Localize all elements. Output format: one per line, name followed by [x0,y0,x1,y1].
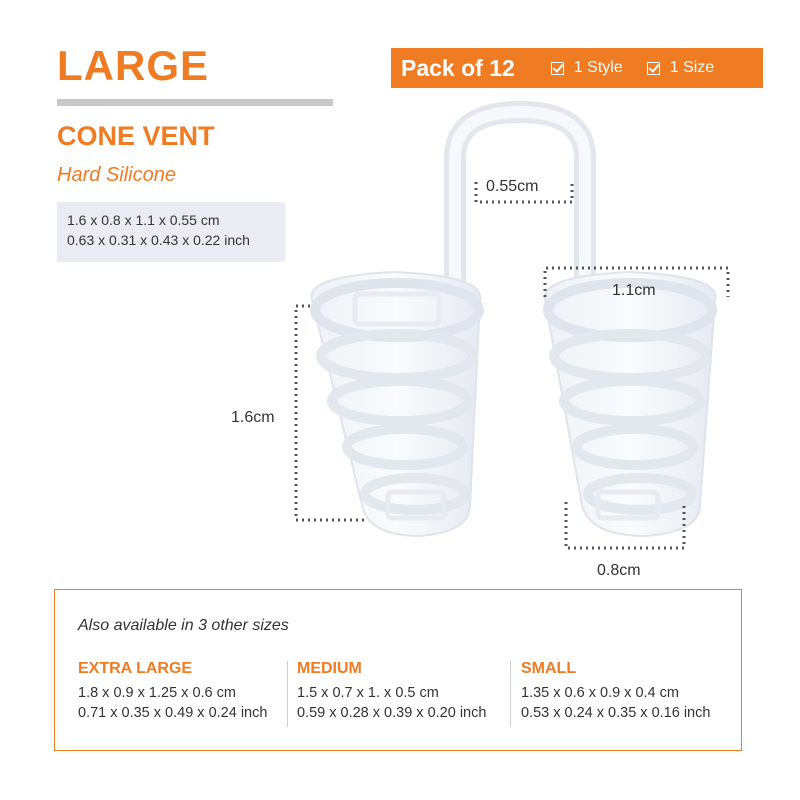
column-divider [510,661,511,727]
size-name: EXTRA LARGE [78,660,193,677]
size-title: LARGE [57,42,209,89]
product-name: CONE VENT [57,121,215,151]
size-medium [297,660,486,723]
size-cm: 1.8 x 0.9 x 1.25 x 0.6 cm [78,685,236,701]
pack-label: Pack of 12 [401,54,515,81]
size-cm: 1.5 x 0.7 x 1. x 0.5 cm [297,685,439,701]
size-name: SMALL [521,660,577,677]
size-inch: 0.59 x 0.28 x 0.39 x 0.20 inch [297,705,487,721]
product-material: Hard Silicone [57,164,176,186]
height-measure-label: 1.6cm [231,409,275,426]
bridge-measure-label: 0.55cm [486,178,539,195]
column-divider [287,661,288,727]
size-extra-large [78,660,267,723]
dimensions-inch: 0.63 x 0.31 x 0.43 x 0.22 inch [67,232,250,248]
size-cm: 1.35 x 0.6 x 0.9 x 0.4 cm [521,685,679,701]
size-name: MEDIUM [297,660,362,677]
size-inch: 0.53 x 0.24 x 0.35 x 0.16 inch [521,705,711,721]
size-inch: 0.71 x 0.35 x 0.49 x 0.24 inch [78,705,268,721]
dimensions-cm: 1.6 x 0.8 x 1.1 x 0.55 cm [67,212,220,228]
bottom-width-measure-label: 0.8cm [597,562,641,579]
vent-bridge [455,112,585,300]
left-cone [311,272,480,536]
option-size-label: 1 Size [669,59,715,76]
top-width-measure-label: 1.1cm [612,282,656,299]
option-style-label: 1 Style [573,59,623,76]
right-cone [545,272,716,536]
size-small [521,660,710,723]
other-sizes-heading: Also available in 3 other sizes [78,617,289,634]
